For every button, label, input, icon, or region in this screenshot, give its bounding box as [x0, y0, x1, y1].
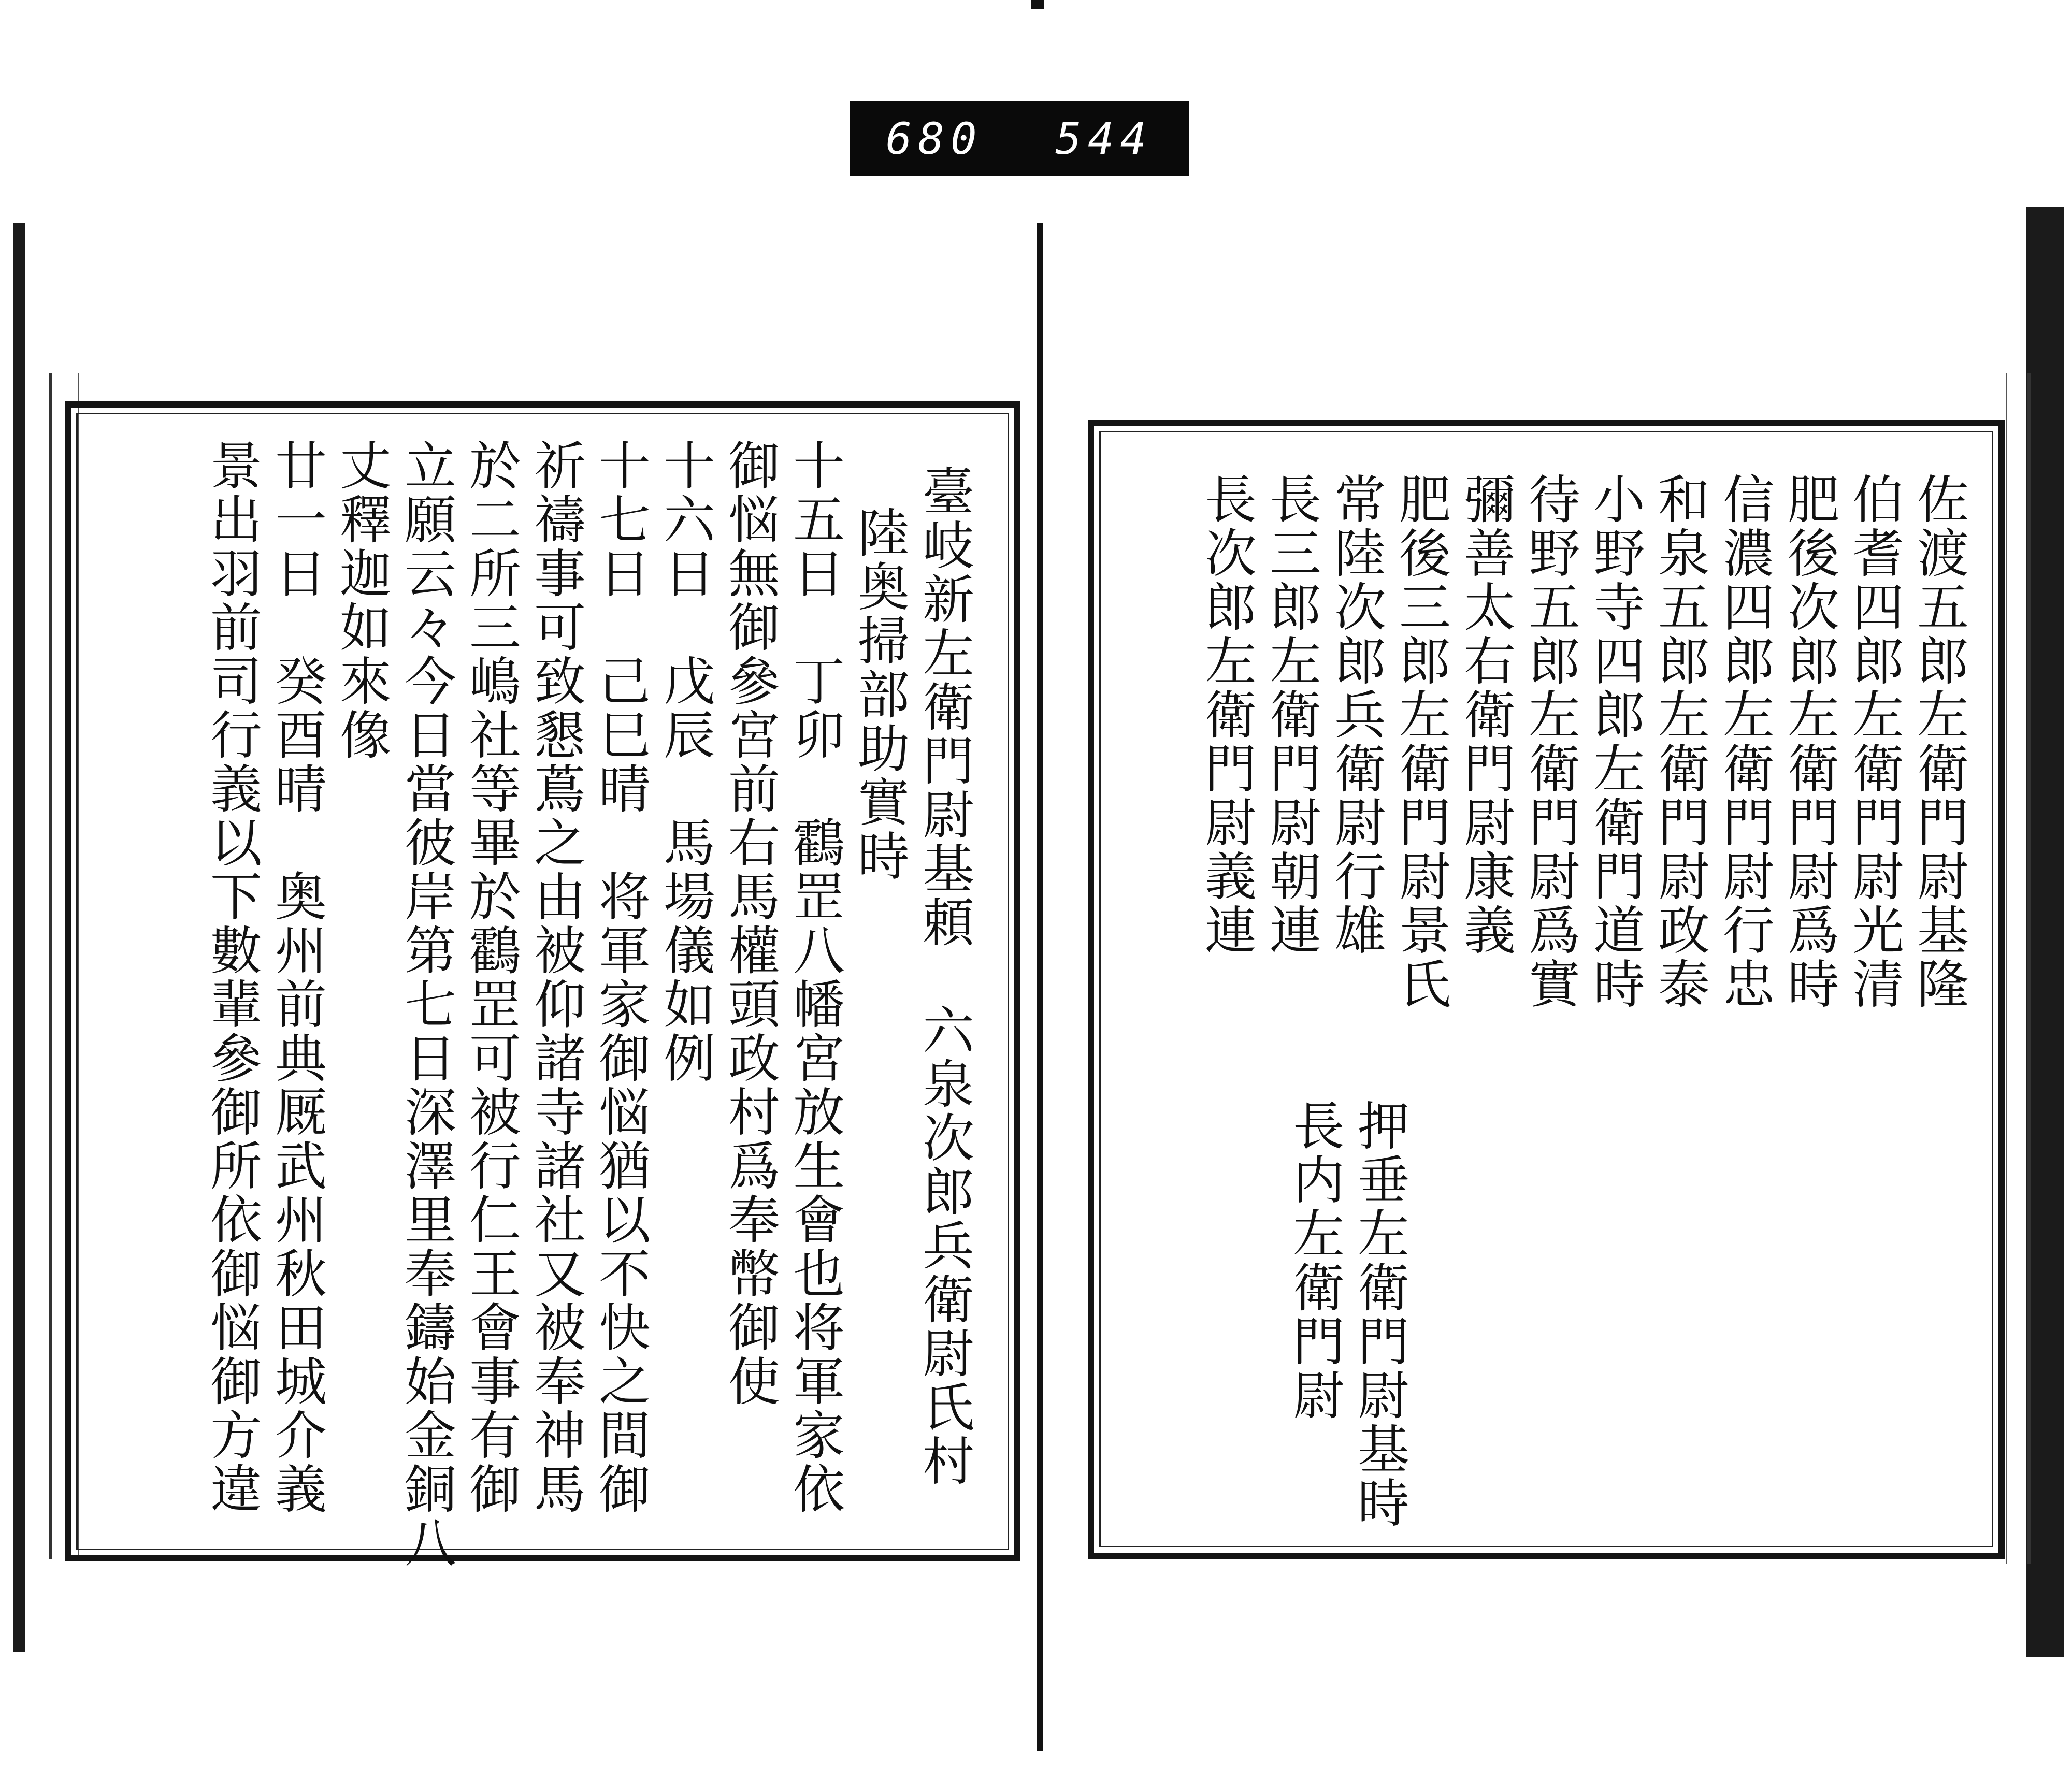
left-text-column: 廿一日 癸酉晴 奥州前典厩武州秋田城介義: [266, 439, 327, 1516]
left-text-column: 十六日 戊辰 馬場儀如例: [655, 439, 715, 1085]
right-text-column: 佐渡五郎左衛門尉基隆: [1908, 472, 1969, 1011]
left-text-column: 陸奥掃部助實時: [849, 506, 910, 883]
right-text-column: 伯耆四郎左衛門尉光清: [1844, 472, 1904, 1011]
left-text-column: 景出羽前司行義以下數輩參御所依御悩御方違: [202, 439, 262, 1516]
label-left-number: 680: [885, 113, 983, 164]
right-lower-text-column: 押垂左衛門尉基時: [1349, 1099, 1409, 1530]
right-text-column: 和泉五郎左衛門尉政泰: [1649, 472, 1710, 1011]
archive-number-label: [850, 101, 1189, 176]
right-text-column: 彌善太右衛門尉康義: [1455, 472, 1516, 957]
right-text-column: 信濃四郎左衛門尉行忠: [1714, 472, 1775, 1011]
right-lower-text-column: 長内左衛門尉: [1284, 1099, 1345, 1422]
left-text-column: 御悩無御參宮前右馬權頭政村爲奉幣御使: [720, 439, 780, 1408]
left-text-column: 立願云々今日當彼岸第七日深澤里奉鑄始金銅八: [396, 439, 456, 1570]
right-text-column: 待野五郎左衛門尉爲實: [1520, 472, 1580, 1011]
right-text-column: 長次郎左衛門尉義連: [1196, 472, 1257, 957]
left-text-column: 祈禱事可致懇蔦之由被仰諸寺諸社又被奉神馬: [525, 439, 586, 1516]
book-center-fold: [1037, 223, 1043, 1751]
label-right-number: 544: [1055, 113, 1153, 164]
left-scan-edge: [13, 223, 25, 1652]
right-text-column: 肥後次郎左衛門尉爲時: [1779, 472, 1839, 1011]
left-text-column: 臺岐新左衛門尉基頼 六泉次郎兵衛尉氏村: [914, 465, 974, 1488]
center-registration-mark: [1031, 0, 1044, 9]
right-text-column: 肥後三郎左衛門尉景氏: [1390, 472, 1451, 1011]
right-scan-edge: [2026, 207, 2064, 1657]
left-text-column: 十五日 丁卯 鸖罡八幡宮放生會也将軍家依: [784, 439, 845, 1516]
right-page-frame: [1088, 420, 2005, 1559]
left-text-column: 十七日 己巳晴 将軍家御悩猶以不快之間御: [590, 439, 651, 1516]
left-page-frame: [65, 401, 1020, 1570]
left-text-column: 丈釋迦如來像: [331, 439, 392, 762]
right-text-column: 小野寺四郎左衛門道時: [1585, 472, 1645, 1011]
right-page-stack-edge: [2006, 373, 2031, 1564]
left-text-column: 於二所三嶋社等畢於鸖罡可被行仁王會事有御: [461, 439, 521, 1516]
right-text-column: 長三郎左衛門尉朝連: [1261, 472, 1321, 957]
right-text-column: 常陸次郎兵衛尉行雄: [1326, 472, 1386, 957]
